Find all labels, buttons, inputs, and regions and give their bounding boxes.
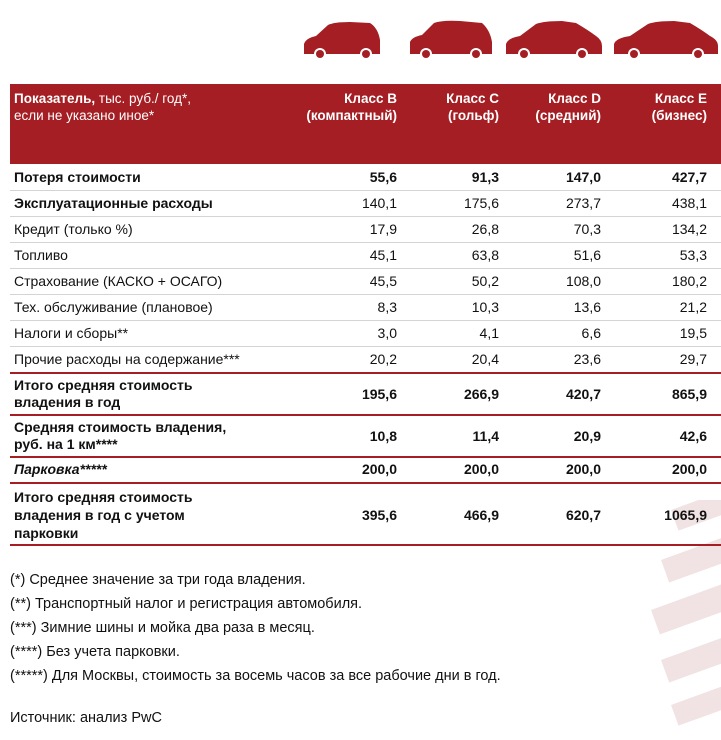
row-label: Итого средняя стоимость владения в год с учетом парковки xyxy=(14,489,193,541)
table-row xyxy=(10,347,721,374)
class-d-value: 13,6 xyxy=(573,299,601,315)
row-label: Парковка***** xyxy=(14,461,107,477)
midsize-car-icon xyxy=(504,20,604,60)
class-e-header: Класс E (бизнес) xyxy=(651,91,707,123)
class-d-value: 70,3 xyxy=(573,221,601,237)
class-c-value: 200,0 xyxy=(463,461,499,477)
table-row xyxy=(10,243,721,269)
row-label: Потеря стоимости xyxy=(14,169,141,185)
compact-car-icon xyxy=(300,20,384,60)
class-e-value: 21,2 xyxy=(679,299,707,315)
cost-table-body xyxy=(10,165,721,546)
class-b-value: 140,1 xyxy=(361,195,397,211)
indicator-header-note: если не указано иное* xyxy=(14,108,155,123)
class-b-value: 45,5 xyxy=(369,273,397,289)
class-d-value: 6,6 xyxy=(581,325,601,341)
class-e-value: 200,0 xyxy=(671,461,707,477)
row-label: Итого средняя стоимость владения в год xyxy=(14,377,193,410)
class-d-value: 23,6 xyxy=(573,351,601,367)
class-e-value: 134,2 xyxy=(671,221,707,237)
class-c-value: 10,3 xyxy=(471,299,499,315)
class-e-value: 180,2 xyxy=(671,273,707,289)
table-row-per-km xyxy=(10,416,721,458)
footnote: (****) Без учета парковки. xyxy=(10,644,180,660)
row-label: Эксплуатационные расходы xyxy=(14,195,213,211)
class-b-value: 8,3 xyxy=(377,299,397,315)
class-b-value: 200,0 xyxy=(361,461,397,477)
class-c-value: 26,8 xyxy=(471,221,499,237)
footnotes xyxy=(10,568,501,688)
footnote: (*) Среднее значение за три года владения. xyxy=(10,572,306,588)
class-d-value: 108,0 xyxy=(565,273,601,289)
footnote: (*****) Для Москвы, стоимость за восемь часов за все рабочие дни в год. xyxy=(10,668,501,684)
table-row xyxy=(10,191,721,217)
class-d-value: 200,0 xyxy=(565,461,601,477)
class-d-header: Класс D (средний) xyxy=(535,91,601,123)
class-c-value: 91,3 xyxy=(471,169,499,185)
class-e-value: 865,9 xyxy=(671,386,707,402)
row-label: Топливо xyxy=(14,247,68,263)
class-c-header: Класс C (гольф) xyxy=(446,91,499,123)
table-row xyxy=(10,295,721,321)
class-b-value: 3,0 xyxy=(377,325,397,341)
class-d-value: 20,9 xyxy=(573,428,601,444)
class-b-value: 195,6 xyxy=(361,386,397,402)
row-label: Тех. обслуживание (плановое) xyxy=(14,299,213,315)
table-row-total xyxy=(10,374,721,416)
class-d-value: 420,7 xyxy=(565,386,601,402)
row-label: Кредит (только %) xyxy=(14,221,133,237)
table-row xyxy=(10,321,721,347)
class-d-value: 273,7 xyxy=(565,195,601,211)
class-b-value: 395,6 xyxy=(361,507,397,523)
business-car-icon xyxy=(612,20,720,60)
class-c-value: 4,1 xyxy=(479,325,499,341)
table-row-total-with-parking xyxy=(10,484,721,546)
class-c-value: 20,4 xyxy=(471,351,499,367)
source-note: Источник: анализ PwC xyxy=(10,710,162,726)
class-d-value: 620,7 xyxy=(565,507,601,523)
golf-car-icon xyxy=(408,20,494,60)
row-label: Страхование (КАСКО + ОСАГО) xyxy=(14,273,223,289)
class-b-value: 55,6 xyxy=(369,169,397,185)
class-b-value: 45,1 xyxy=(369,247,397,263)
class-b-value: 20,2 xyxy=(369,351,397,367)
class-e-value: 427,7 xyxy=(671,169,707,185)
indicator-header-unit: тыс. руб./ год*, xyxy=(95,91,192,106)
class-b-value: 17,9 xyxy=(369,221,397,237)
footnote: (***) Зимние шины и мойка два раза в месяц. xyxy=(10,620,315,636)
indicator-header xyxy=(14,90,264,124)
class-e-value: 29,7 xyxy=(679,351,707,367)
class-c-value: 466,9 xyxy=(463,507,499,523)
car-icons-strip xyxy=(0,0,721,84)
class-e-value: 19,5 xyxy=(679,325,707,341)
table-header xyxy=(10,84,721,164)
class-c-value: 11,4 xyxy=(472,428,499,444)
class-e-value: 1065,9 xyxy=(664,507,707,523)
table-row xyxy=(10,269,721,295)
class-c-value: 50,2 xyxy=(471,273,499,289)
class-e-value: 53,3 xyxy=(679,247,707,263)
class-e-value: 438,1 xyxy=(671,195,707,211)
class-b-value: 10,8 xyxy=(369,428,397,444)
table-row xyxy=(10,217,721,243)
indicator-header-bold: Показатель, xyxy=(14,91,96,106)
table-row xyxy=(10,165,721,191)
class-c-value: 266,9 xyxy=(463,386,499,402)
row-label: Средняя стоимость владения, руб. на 1 км**** xyxy=(14,419,227,452)
class-d-value: 147,0 xyxy=(565,169,601,185)
class-b-header: Класс B (компактный) xyxy=(306,91,397,123)
class-c-value: 175,6 xyxy=(463,195,499,211)
class-d-value: 51,6 xyxy=(573,247,601,263)
footnote: (**) Транспортный налог и регистрация автомобиля. xyxy=(10,596,363,612)
row-label: Налоги и сборы** xyxy=(14,325,129,341)
class-c-value: 63,8 xyxy=(471,247,499,263)
table-row-parking xyxy=(10,458,721,484)
class-e-value: 42,6 xyxy=(679,428,707,444)
row-label: Прочие расходы на содержание*** xyxy=(14,351,240,367)
